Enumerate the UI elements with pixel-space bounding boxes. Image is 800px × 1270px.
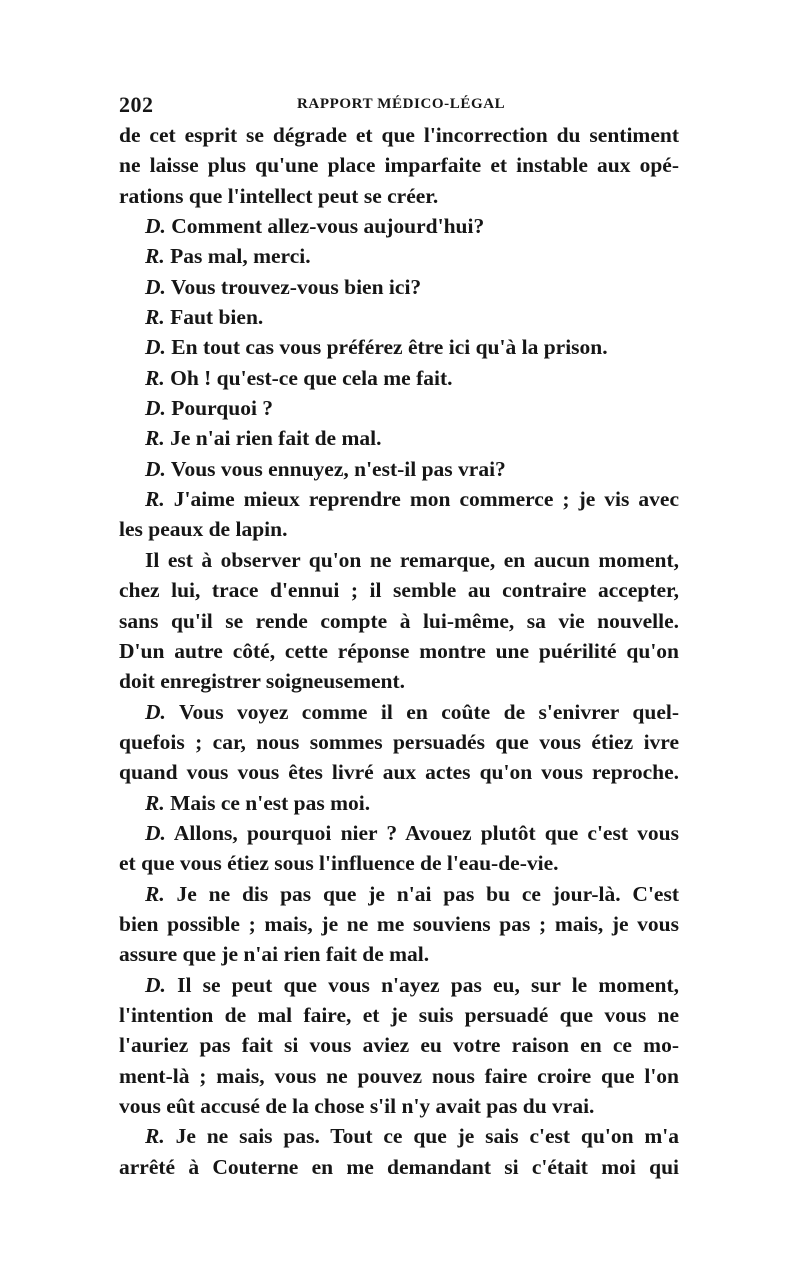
speaker-label: D. [145,456,166,481]
dialogue-line: R. Je n'ai rien fait de mal. [145,426,382,451]
speaker-label: R. [145,426,165,451]
dialogue-line: R. Mais ce n'est pas moi. [145,790,371,815]
speaker-label: R. [145,244,165,269]
speaker-label: D. [145,274,166,299]
text-line: les peaux de lapin. [119,517,288,542]
dialogue-line: D. Il se peut que vous n'ayez pas eu, sur le moment, [145,972,679,997]
speaker-label: R. [145,790,165,815]
text-line: l'auriez pas fait si vous aviez eu votre raison en ce mo- [119,1033,679,1058]
text-line: rations que l'intellect peut se créer. [119,183,439,208]
dialogue-line: D. Vous vous ennuyez, n'est-il pas vrai? [145,456,506,481]
dialogue-line: R. Pas mal, merci. [145,244,311,269]
speaker-label: R. [145,1124,165,1149]
dialogue-line: D. Pourquoi ? [145,396,274,421]
speaker-label: D. [145,396,166,421]
text-line: bien possible ; mais, je ne me souviens pas ; mais, je vous [119,911,679,936]
dialogue-line: R. Je ne dis pas que je n'ai pas bu ce jour-là. C'est [145,881,680,906]
dialogue-line: D. Allons, pourquoi nier ? Avouez plutôt que c'est vous [145,820,679,845]
speaker-label: D. [145,335,166,360]
text-line: ment-là ; mais, vous ne pouvez nous faire croire que l'on [119,1063,679,1088]
text-line: Il est à observer qu'on ne remarque, en aucun moment, [145,547,679,572]
text-line: quefois ; car, nous sommes persuadés que vous étiez ivre [119,729,679,754]
text-line: chez lui, trace d'ennui ; il semble au contraire accepter, [119,578,679,603]
text-line: de cet esprit se dégrade et que l'incorrection du sentiment [119,123,679,147]
text-line: arrêté à Couterne en me demandant si c'était moi qui [119,1154,679,1179]
text-line: l'intention de mal faire, et je suis persuadé que vous ne [119,1002,679,1027]
text-line: doit enregistrer soigneusement. [119,669,406,694]
speaker-label: R. [145,365,165,390]
text-line: sans qu'il se rende compte à lui-même, sa vie nouvelle. [119,608,679,633]
text-line: D'un autre côté, cette réponse montre une puérilité qu'on [119,638,679,663]
text-line: vous eût accusé de la chose s'il n'y avait pas du vrai. [119,1094,595,1118]
speaker-label: D. [145,214,166,239]
dialogue-line: R. J'aime mieux reprendre mon commerce ; je vis avec [145,487,680,512]
speaker-label: R. [145,881,165,906]
speaker-label: D. [145,820,166,845]
dialogue-line: D. Vous voyez comme il en coûte de s'enivrer quel- [145,699,679,724]
dialogue-line: D. Vous trouvez-vous bien ici? [145,274,422,299]
speaker-label: R. [145,487,165,512]
dialogue-line: R. Faut bien. [145,305,264,330]
text-line: quand vous vous êtes livré aux actes qu'on vous reproche. [119,760,679,785]
text-line: assure que je n'ai rien fait de mal. [119,942,430,967]
speaker-label: D. [145,699,166,724]
text-line: ne laisse plus qu'une place imparfaite et instable aux opé- [119,153,679,178]
body-text [119,120,679,1182]
speaker-label: D. [145,972,166,997]
text-line: et que vous étiez sous l'influence de l'eau-de-vie. [119,851,559,876]
dialogue-line: D. En tout cas vous préférez être ici qu'à la prison. [145,335,608,360]
dialogue-line: D. Comment allez-vous aujourd'hui? [145,214,485,239]
dialogue-line: R. Je ne sais pas. Tout ce que je sais c'est qu'on m'a [145,1124,680,1149]
running-title: RAPPORT MÉDICO-LÉGAL [297,96,506,112]
page-number: 202 [119,92,154,117]
page-header [119,92,679,118]
speaker-label: R. [145,305,165,330]
dialogue-line: R. Oh ! qu'est-ce que cela me fait. [145,365,453,390]
